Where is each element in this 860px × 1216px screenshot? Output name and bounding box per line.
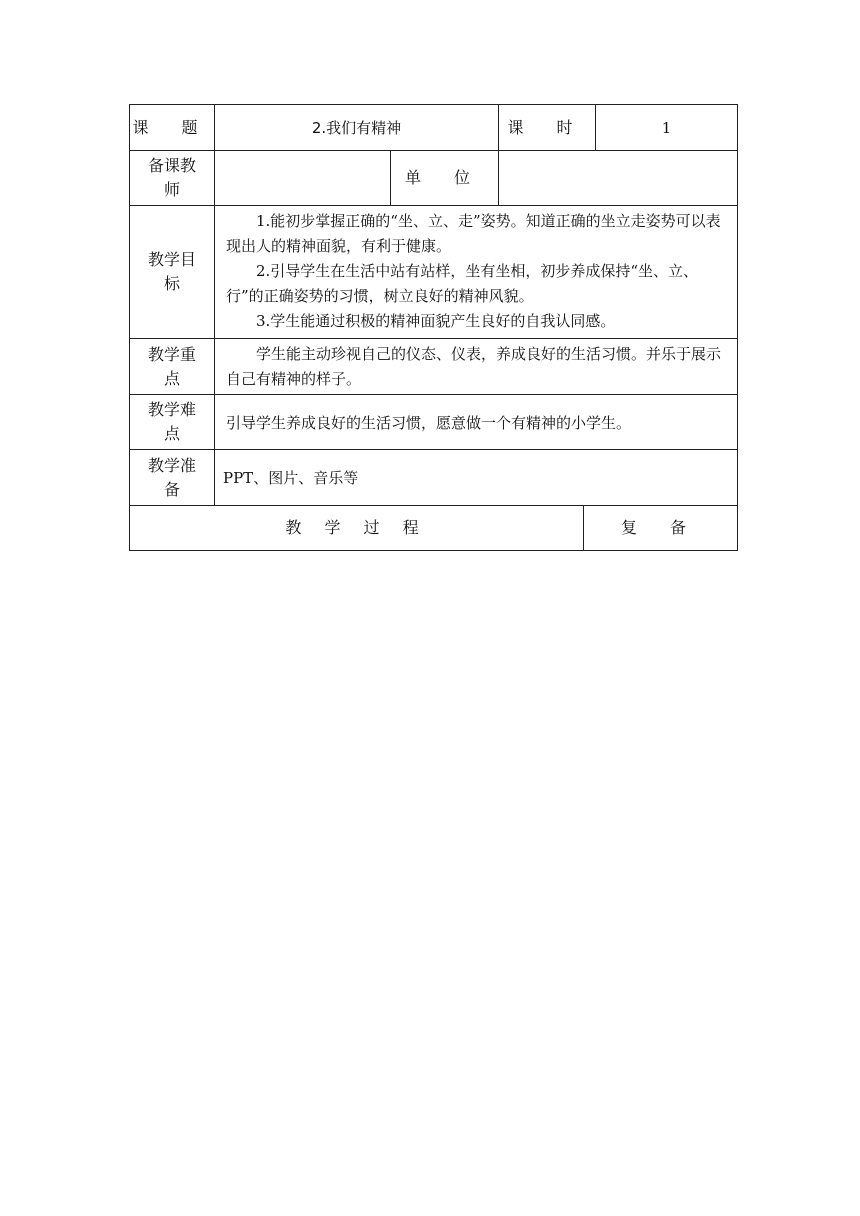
review-label: 复 备 — [620, 518, 701, 537]
difficulties-content-cell — [215, 395, 737, 449]
teacher-label-line1: 备课教 — [147, 156, 196, 175]
unit-label: 单 位 — [404, 168, 485, 187]
objective-item: 3.学生能通过积极的精神面貌产生良好的自我认同感。 — [256, 312, 616, 330]
preparation-label-cell — [130, 450, 214, 505]
unit-value-cell — [499, 151, 737, 205]
difficulties-text: 引导学生养成良好的生活习惯，愿意做一个有精神的小学生。 — [226, 413, 632, 432]
difficulties-label-cell — [130, 395, 214, 449]
preparation-text: PPT、图片、音乐等 — [223, 469, 359, 487]
objectives-content-cell — [215, 206, 737, 338]
teacher-label-line2: 师 — [163, 180, 180, 199]
period-label-cell — [499, 105, 595, 150]
period-label: 课 时 — [507, 117, 587, 137]
teacher-label-cell — [130, 151, 214, 205]
difficulties-label-line2: 点 — [163, 424, 180, 443]
lesson-title: 2.我们有精神 — [311, 119, 402, 137]
preparation-label-line1: 教学准 — [147, 455, 196, 475]
review-label-cell — [584, 506, 737, 550]
objective-item: 1.能初步掌握正确的“坐、立、走”姿势。知道正确的坐立走姿势可以表现出人的精神面貌，有利于健康。 — [226, 212, 721, 255]
process-label-cell — [130, 506, 583, 550]
teacher-value-cell — [215, 151, 390, 205]
key-points-label-line1: 教学重 — [147, 344, 196, 364]
preparation-content-cell — [215, 450, 737, 505]
period-value: 1 — [661, 118, 672, 137]
objectives-label-cell — [130, 206, 214, 338]
preparation-label-line2: 备 — [163, 479, 180, 499]
table-border-right — [737, 104, 738, 551]
key-points-label-line2: 点 — [163, 368, 180, 388]
key-points-label-cell — [130, 339, 214, 394]
unit-label-cell — [391, 151, 498, 205]
key-points-content-cell — [215, 339, 737, 394]
table-border-bottom — [129, 550, 738, 551]
difficulties-label-line1: 教学难 — [147, 400, 196, 419]
process-label: 教 学 过 程 — [285, 518, 428, 537]
objectives-label-line2: 标 — [163, 274, 180, 293]
lesson-label-cell — [130, 105, 214, 150]
objectives-label-line1: 教学目 — [147, 250, 196, 269]
lesson-label: 课 题 — [132, 117, 212, 137]
period-value-cell — [596, 105, 737, 150]
lesson-title-cell — [215, 105, 498, 150]
key-points-text: 学生能主动珍视自己的仪态、仪表，养成良好的生活习惯。并乐于展示自己有精神的样子。 — [226, 345, 722, 388]
objective-item: 2.引导学生在生活中站有站样，坐有坐相，初步养成保持“坐、立、行”的正确姿势的习惯，树立良好的精神风貌。 — [226, 262, 698, 305]
